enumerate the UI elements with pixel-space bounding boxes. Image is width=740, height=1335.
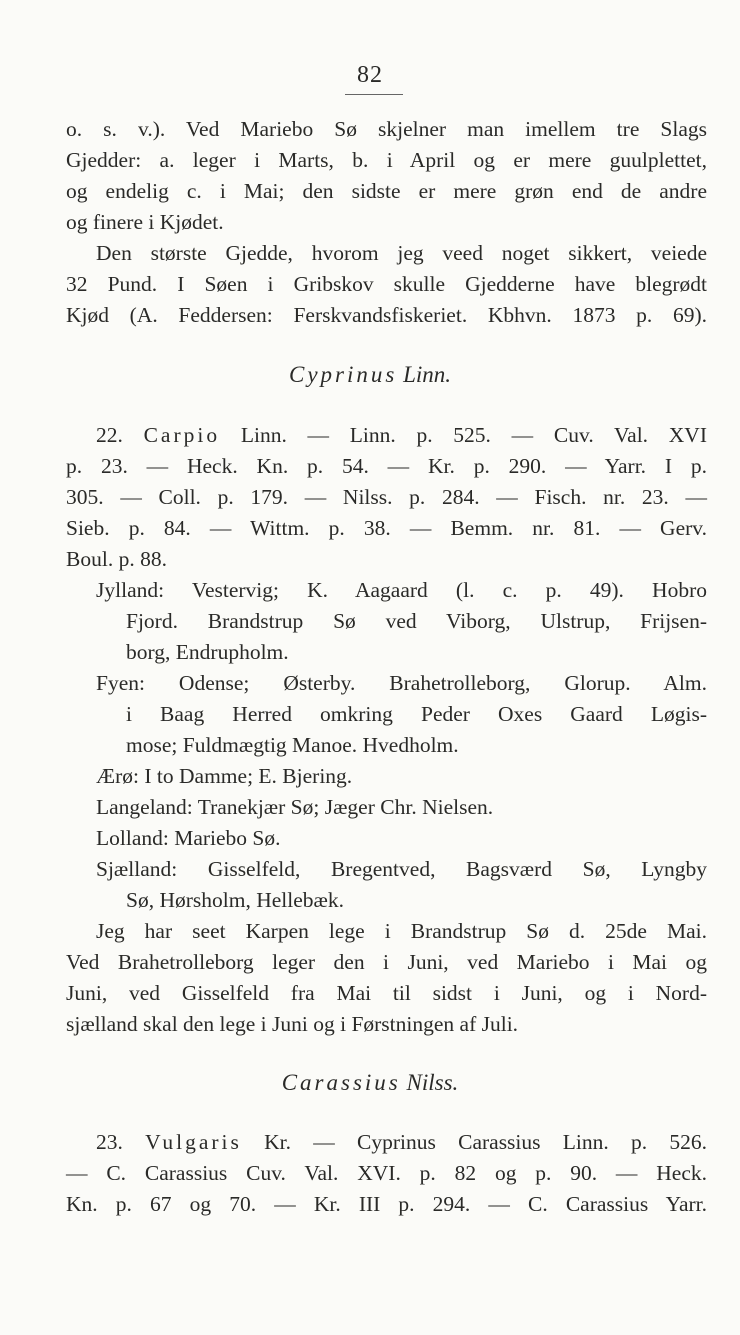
- text-line: Ved Brahetrolleborg leger den i Juni, ved Mariebo i Mai og: [66, 950, 707, 974]
- text-line: — C. Carassius Cuv. Val. XVI. p. 82 og p. 90. — Heck.: [66, 1161, 707, 1185]
- locality-jylland: Jylland: Vestervig; K. Aagaard (l. c. p. 49). Hobro: [96, 578, 707, 602]
- cyprinus-localities: [66, 575, 707, 916]
- text-line: og endelig c. i Mai; den sidste er mere grøn end de andre: [66, 179, 707, 203]
- text-line: o. s. v.). Ved Mariebo Sø skjelner man imellem tre Slags: [66, 117, 707, 141]
- text-line: Sieb. p. 84. — Wittm. p. 38. — Bemm. nr. 81. — Gerv.: [66, 516, 707, 540]
- text-line: sjælland skal den lege i Juni og i Førstningen af Juli.: [66, 1012, 519, 1036]
- text-line: Jeg har seet Karpen lege i Brandstrup Sø d. 25de Mai.: [96, 919, 707, 943]
- locality-lolland: Lolland: Mariebo Sø.: [96, 826, 281, 850]
- text-line: mose; Fuldmægtig Manoe. Hvedholm.: [126, 733, 459, 757]
- opening-paragraph: [66, 114, 707, 238]
- text-line: Kn. p. 67 og 70. — Kr. III p. 294. — C. Carassius Yarr.: [66, 1192, 707, 1216]
- species-line: [66, 420, 707, 451]
- locality-sjaelland: Sjælland: Gisselfeld, Bregentved, Bagsværd Sø, Lyngby: [96, 857, 707, 881]
- text-line: Fjord. Brandstrup Sø ved Viborg, Ulstrup, Frijsen-: [126, 609, 707, 633]
- genus-name: Cyprinus: [288, 362, 398, 387]
- cyprinus-spawning: [66, 916, 707, 1040]
- text-line: Boul. p. 88.: [66, 547, 167, 571]
- species-citation: Kr. — Cyprinus Carassius Linn. p. 526.: [264, 1130, 707, 1154]
- genus-name: Carassius: [281, 1070, 401, 1095]
- text-line: 32 Pund. I Søen i Gribskov skulle Gjedderne have blegrødt: [66, 272, 707, 296]
- text-line: Den største Gjedde, hvorom jeg veed noget sikkert, veiede: [96, 241, 707, 265]
- cyprinus-heading: [0, 359, 740, 391]
- text-line: borg, Endrupholm.: [126, 640, 289, 664]
- text-line: 305. — Coll. p. 179. — Nilss. p. 284. — Fisch. nr. 23. —: [66, 485, 707, 509]
- locality-aero: Ærø: I to Damme; E. Bjering.: [96, 764, 353, 788]
- locality-langeland: Langeland: Tranekjær Sø; Jæger Chr. Nielsen.: [96, 795, 494, 819]
- text-line: og finere i Kjødet.: [66, 210, 224, 234]
- genus-author: Linn.: [403, 362, 452, 387]
- species-name: Carpio: [143, 423, 221, 447]
- text-line: Kjød (A. Feddersen: Ferskvandsfiskeriet. Kbhvn. 1873 p. 69).: [66, 303, 707, 327]
- text-line: p. 23. — Heck. Kn. p. 54. — Kr. p. 290. — Yarr. I p.: [66, 454, 707, 478]
- carassius-heading: [0, 1067, 740, 1099]
- text-line: Sø, Hørsholm, Hellebæk.: [126, 888, 344, 912]
- species-name: Vulgaris: [145, 1130, 242, 1154]
- cyprinus-synonymy: [66, 420, 707, 575]
- species-citation: Linn. — Linn. p. 525. — Cuv. Val. XVI: [240, 423, 707, 447]
- species-line: [66, 1127, 707, 1158]
- text-line: i Baag Herred omkring Peder Oxes Gaard Løgis-: [126, 702, 707, 726]
- second-paragraph: [66, 238, 707, 331]
- species-number: 23.: [96, 1130, 123, 1154]
- locality-fyen: Fyen: Odense; Østerby. Brahetrolleborg, Glorup. Alm.: [96, 671, 707, 695]
- page-number: 82: [0, 62, 740, 89]
- carassius-synonymy: [66, 1127, 707, 1220]
- text-line: Gjedder: a. leger i Marts, b. i April og er mere guulplettet,: [66, 148, 707, 172]
- species-number: 22.: [96, 423, 123, 447]
- text-line: Juni, ved Gisselfeld fra Mai til sidst i Juni, og i Nord-: [66, 981, 707, 1005]
- genus-author: Nilss.: [406, 1070, 459, 1095]
